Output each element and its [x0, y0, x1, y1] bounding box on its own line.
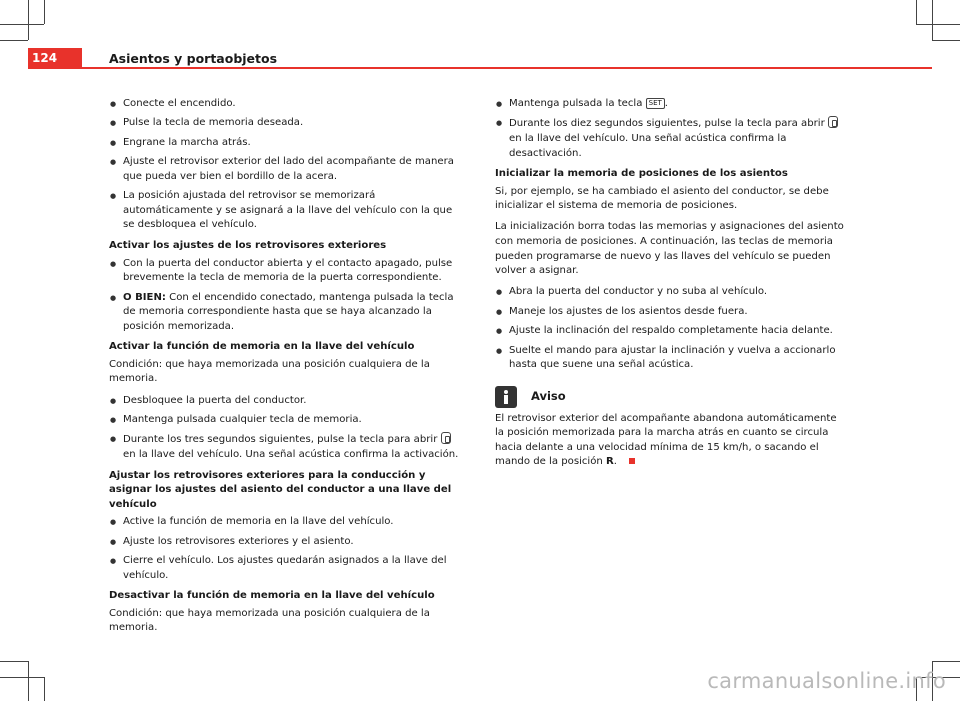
- item-text: Con la puerta del conductor abierta y el contacto apagado, pulse brevemente la tecla de memoria de la puerta correspondiente.: [123, 257, 453, 284]
- item-text: Cierre el vehículo. Los ajustes quedarán asignados a la llave del vehículo.: [123, 555, 447, 581]
- paragraph: [495, 220, 847, 278]
- notice-text-strong: R: [606, 456, 614, 468]
- list-item: [495, 344, 847, 373]
- list-item: [109, 189, 465, 233]
- crop-mark: [28, 661, 29, 701]
- list-item: [495, 97, 847, 112]
- notice-title: Aviso: [531, 389, 566, 404]
- header-rule: [28, 67, 932, 69]
- list-item: [495, 116, 847, 161]
- item-text: Conecte el encendido.: [123, 98, 236, 109]
- item-text: Active la función de memoria en la llave del vehículo.: [123, 516, 394, 528]
- list-item: [109, 554, 465, 583]
- right-column: [495, 97, 847, 477]
- list-item: [109, 535, 465, 550]
- item-text: Engrane la marcha atrás.: [123, 136, 251, 148]
- item-text: Pulse la tecla de memoria deseada.: [123, 117, 304, 129]
- list-item: [109, 257, 465, 286]
- crop-mark: [44, 0, 45, 24]
- item-text: La inicialización borra todas las memorias y asignaciones del asiento con memoria de posiciones. A continuación, las teclas de memoria pueden programarse de nuevo y las llaves del vehículo se pueden volver a asignar.: [495, 221, 844, 277]
- left-column: [109, 97, 465, 643]
- list-item: [495, 324, 847, 339]
- watermark: carmanualsonline.info: [707, 669, 946, 693]
- paragraph: [495, 185, 847, 214]
- item-text: Maneje los ajustes de los asientos desde fuera.: [509, 305, 748, 317]
- list-item: [109, 97, 465, 112]
- crop-mark: [0, 677, 44, 678]
- item-text: Ajuste los retrovisores exteriores y el asiento.: [123, 535, 354, 547]
- section-heading: [109, 340, 465, 355]
- section-heading: [109, 239, 465, 254]
- list-item: [109, 291, 465, 335]
- crop-mark: [44, 677, 45, 701]
- section-heading: [495, 167, 847, 182]
- item-text: Durante los diez segundos siguientes, pulse la tecla para abrir: [509, 118, 825, 130]
- item-text: Mantenga pulsada cualquier tecla de memoria.: [123, 413, 362, 425]
- list-item: [109, 394, 465, 409]
- list-item: [109, 116, 465, 131]
- item-text-end: en la llave del vehículo. Una señal acústica confirma la activación.: [123, 448, 459, 460]
- item-text-end: en la llave del vehículo. Una señal acústica confirma la desactivación.: [509, 132, 787, 159]
- page-number: 124: [28, 48, 82, 68]
- item-text: Ajustar los retrovisores exteriores para la conducción y asignar los ajustes del asiento del conductor a una llave del vehículo: [109, 469, 452, 510]
- list-item: [109, 432, 465, 462]
- list-item: [109, 515, 465, 530]
- notice-text: [495, 412, 847, 470]
- key-unlock-icon: [828, 116, 838, 128]
- set-key-icon: SET: [646, 98, 665, 109]
- item-text: Ajuste el retrovisor exterior del lado del acompañante de manera que pueda ver bien el bordillo de la acera.: [123, 156, 454, 182]
- list-item: [109, 136, 465, 151]
- right-column-items: [495, 97, 847, 373]
- list-item: [109, 155, 465, 184]
- item-text: La posición ajustada del retrovisor se memorizará automáticamente y se asignará a la llave del vehículo con la que se desbloquea el vehículo.: [123, 190, 453, 231]
- item-text: Durante los tres segundos siguientes, pulse la tecla para abrir: [123, 434, 438, 446]
- crop-mark: [0, 661, 28, 662]
- item-text: Suelte el mando para ajustar la inclinación y vuelva a accionarlo hasta que suene una señal acústica.: [509, 344, 836, 371]
- item-text: Condición: que haya memorizada una posición cualquiera de la memoria.: [109, 607, 430, 634]
- item-text-end: .: [664, 98, 669, 109]
- paragraph: [109, 607, 465, 636]
- section-heading: [109, 589, 465, 604]
- item-text: Abra la puerta del conductor y no suba al vehículo.: [509, 286, 768, 298]
- list-item: [495, 285, 847, 300]
- notice-header: [495, 386, 847, 408]
- crop-mark: [0, 24, 44, 25]
- item-text: Desactivar la función de memoria en la llave del vehículo: [109, 590, 435, 602]
- item-text: Activar los ajustes de los retrovisores exteriores: [109, 239, 387, 251]
- paragraph: [109, 358, 465, 387]
- notice-text-part: El retrovisor exterior del acompañante abandona automáticamente la posición memorizada para la marcha atrás en cuanto se circula hacia delante a una velocidad mínima de 15 km/h, o sacando el mando de la posición: [495, 412, 837, 468]
- crop-mark: [932, 661, 960, 662]
- item-text: Activar la función de memoria en la llave del vehículo: [109, 341, 415, 353]
- item-text: Ajuste la inclinación del respaldo completamente hacia delante.: [509, 325, 833, 337]
- notice-box: [495, 386, 847, 470]
- crop-mark: [916, 24, 960, 25]
- crop-mark: [932, 40, 960, 41]
- crop-mark: [28, 0, 29, 40]
- crop-mark: [932, 0, 933, 40]
- crop-mark: [916, 0, 917, 24]
- item-text: Con el encendido conectado, mantenga pulsada la tecla de memoria correspondiente hasta que se haya alcanzado la posición memorizada.: [123, 291, 454, 332]
- key-unlock-icon: [441, 432, 451, 444]
- item-text: Si, por ejemplo, se ha cambiado el asiento del conductor, se debe inicializar el sistema de memoria de posiciones.: [495, 185, 829, 212]
- item-text: Mantenga pulsada la tecla: [509, 98, 643, 109]
- emphasis-text: O BIEN:: [123, 291, 166, 303]
- info-icon: [495, 386, 517, 408]
- section-title: Asientos y portaobjetos: [109, 51, 278, 66]
- item-text: Desbloquee la puerta del conductor.: [123, 394, 307, 406]
- end-of-section-icon: [629, 458, 635, 464]
- item-text: Inicializar la memoria de posiciones de los asientos: [495, 168, 788, 180]
- item-text: Condición: que haya memorizada una posición cualquiera de la memoria.: [109, 358, 430, 385]
- list-item: [495, 305, 847, 320]
- list-item: [109, 413, 465, 428]
- section-heading: [109, 469, 465, 513]
- crop-mark: [0, 40, 28, 41]
- notice-text-end: .: [613, 456, 618, 468]
